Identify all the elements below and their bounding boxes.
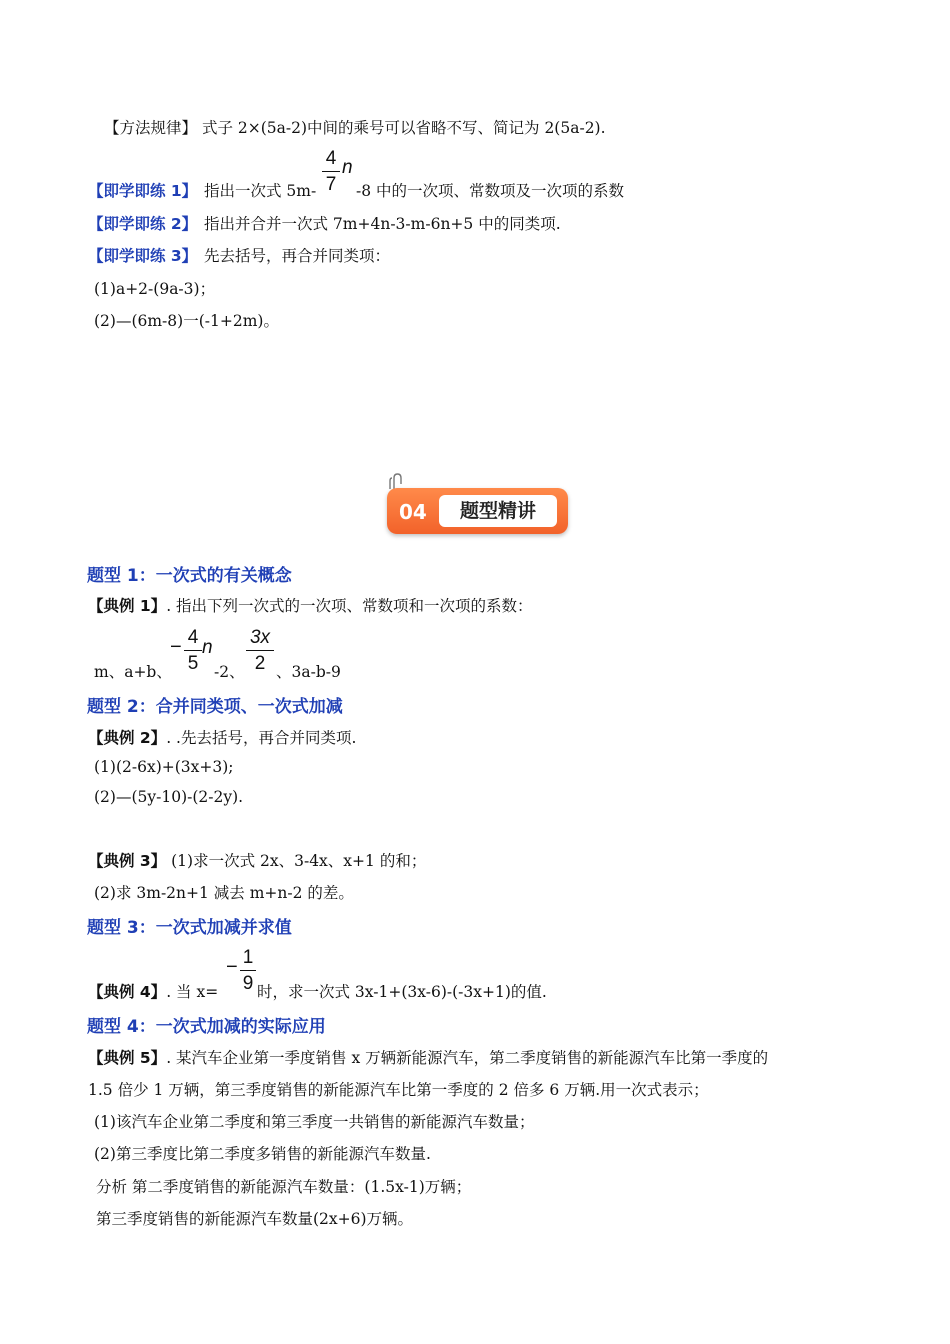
- example5-line1: [88, 1046, 768, 1068]
- example3-text: (1)求一次式 2x、3-4x、x+1 的和；: [166, 852, 427, 870]
- fraction-bar: [246, 650, 274, 651]
- example5-line2: 1.5 倍少 1 万辆，第三季度销售的新能源汽车比第一季度的 2 倍多 6 万辆.用一次式表示；: [88, 1081, 709, 1099]
- method-rule-text: 式子 2×(5a-2)中间的乘号可以省略不写、简记为 2(5a-2).: [197, 119, 606, 137]
- type4-title: 题型 4：一次式加减的实际应用: [87, 1017, 326, 1037]
- example3: [88, 849, 426, 871]
- example4-post: 时，求一次式 3x-1+(3x-6)-(-3x+1)的值.: [257, 983, 547, 1001]
- example5-label: 【典例 5】: [88, 1049, 167, 1067]
- example1-pre: m、a+b、: [94, 663, 172, 681]
- example3-label: 【典例 3】: [88, 852, 167, 870]
- example2-text: . .先去括号，再合并同类项.: [166, 729, 357, 747]
- practice3-item1: (1)a+2-(9a-3)；: [94, 280, 216, 298]
- example4-frac-den: 9: [242, 973, 254, 994]
- example5-line1-text: . 某汽车企业第一季度销售 x 万辆新能源汽车，第二季度销售的新能源汽车比第一季度的: [166, 1049, 769, 1067]
- fraction-bar: [184, 650, 202, 651]
- example2-label: 【典例 2】: [88, 729, 167, 747]
- practice1-label: 【即学即练 1】: [88, 182, 198, 200]
- type2-title: 题型 2：合并同类项、一次式加减: [87, 697, 343, 717]
- practice2-text: 指出并合并一次式 7m+4n-3-m-6n+5 中的同类项.: [204, 215, 561, 233]
- example1-fraction2: [246, 628, 274, 673]
- example4-minus: −: [226, 956, 238, 978]
- fraction-bar: [240, 970, 256, 971]
- type3-title: 题型 3：一次式加减并求值: [87, 918, 292, 938]
- practice2-label: 【即学即练 2】: [88, 215, 198, 233]
- example3-item2: (2)求 3m-2n+1 减去 m+n-2 的差。: [94, 884, 354, 902]
- practice1-pre: 指出一次式 5m-: [204, 182, 317, 200]
- fraction-bar: [322, 171, 340, 172]
- example1-frac2-den: 2: [254, 653, 266, 674]
- example5-analysis1: 分析 第二季度销售的新能源汽车数量：(1.5x-1)万辆；: [96, 1178, 472, 1196]
- practice1-var: n: [342, 157, 353, 178]
- method-rule: [104, 116, 606, 138]
- practice3-text: 先去括号，再合并同类项：: [204, 247, 391, 265]
- example5-item1: (1)该汽车企业第二季度和第三季度一共销售的新能源汽车数量；: [94, 1113, 535, 1131]
- example4-fraction: [240, 948, 256, 993]
- practice1-frac-num: 4: [325, 148, 337, 169]
- example1-mid: -2、: [214, 663, 245, 681]
- example1-fraction1: [184, 628, 202, 673]
- example2: [88, 726, 356, 748]
- practice1-frac-den: 7: [325, 174, 337, 195]
- badge-body: [387, 488, 568, 534]
- example4-frac-num: 1: [242, 947, 254, 968]
- practice3-item2: (2)—(6m-8)一(-1+2m)。: [94, 312, 279, 330]
- example1-minus: −: [170, 636, 182, 658]
- type1-title: 题型 1：一次式的有关概念: [87, 566, 292, 586]
- example1-frac2-num: 3x: [249, 627, 271, 648]
- section-badge: [384, 472, 574, 538]
- example4-label: 【典例 4】: [88, 983, 167, 1001]
- badge-number: 04: [399, 500, 427, 524]
- practice1-post: -8 中的一次项、常数项及一次项的系数: [356, 182, 625, 200]
- example4: [88, 980, 218, 1002]
- example2-item1: (1)(2-6x)+(3x+3);: [94, 758, 234, 776]
- method-rule-label: 【方法规律】: [104, 119, 198, 137]
- example1-post: 、3a-b-9: [276, 663, 341, 681]
- example1-frac1-num: 4: [187, 627, 199, 648]
- practice1-fraction: [322, 149, 340, 194]
- example1-var1: n: [202, 637, 213, 658]
- example1: [88, 594, 533, 616]
- example1-frac1-den: 5: [187, 653, 199, 674]
- example1-label: 【典例 1】: [88, 597, 167, 615]
- example1-text: . 指出下列一次式的一次项、常数项和一次项的系数：: [166, 597, 533, 615]
- badge-label: 题型精讲: [439, 495, 557, 527]
- example2-item2: (2)—(5y-10)-(2-2y).: [94, 788, 244, 806]
- practice3-label: 【即学即练 3】: [88, 247, 198, 265]
- example5-item2: (2)第三季度比第二季度多销售的新能源汽车数量.: [94, 1145, 431, 1163]
- example4-pre: . 当 x=: [166, 983, 219, 1001]
- example5-analysis2: 第三季度销售的新能源汽车数量(2x+6)万辆。: [96, 1210, 414, 1228]
